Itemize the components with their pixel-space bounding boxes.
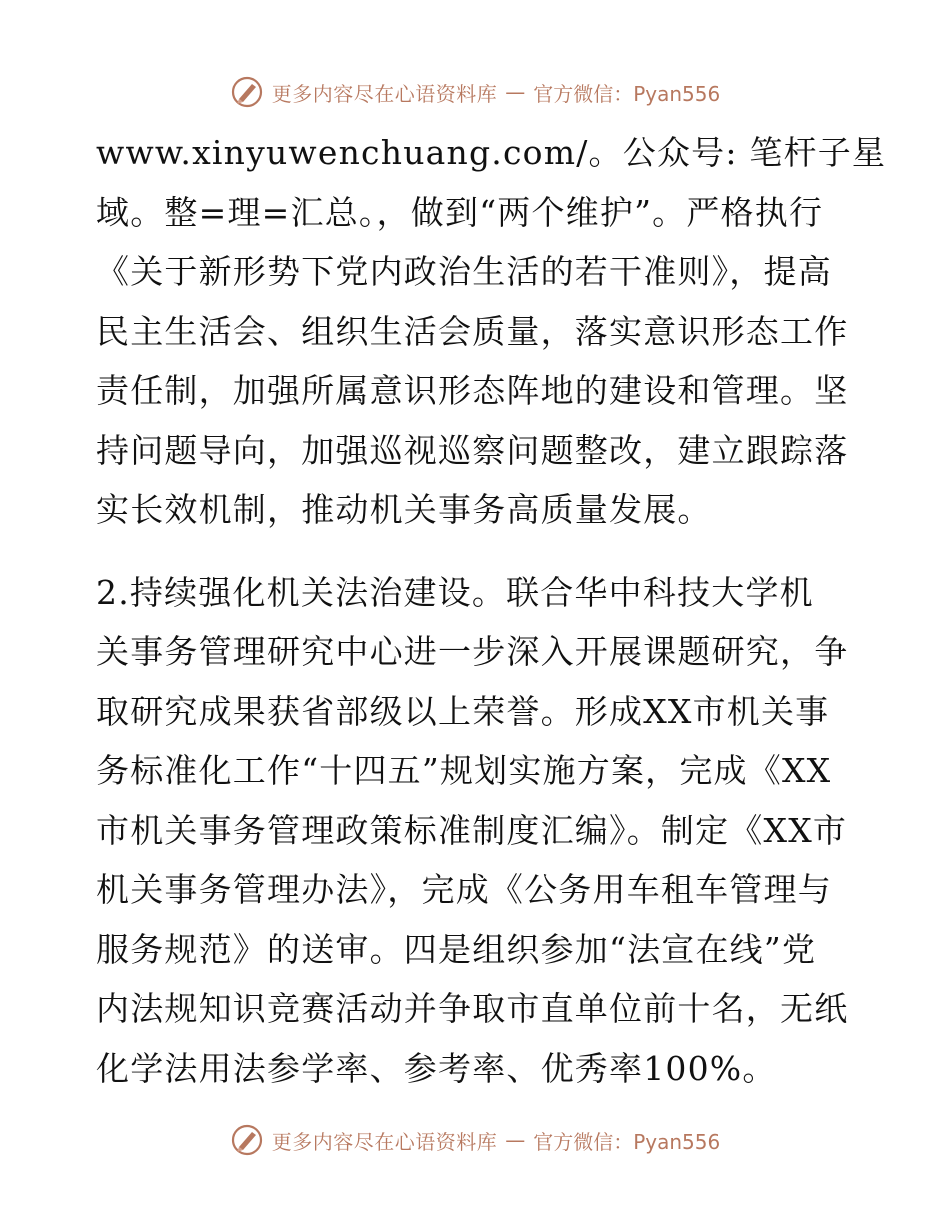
watermark-separator: —: [505, 80, 526, 104]
paragraph-1: [96, 123, 887, 540]
text-line: 责任制，加强所属意识形态阵地的建设和管理。坚: [96, 371, 849, 410]
header-watermark: [0, 70, 950, 114]
text-line: 2.持续强化机关法治建设。联合华中科技大学机: [96, 572, 814, 612]
document-body: [96, 123, 887, 1098]
text-line: 域。整=理=汇总。，做到“两个维护”。严格执行: [96, 192, 824, 232]
watermark-separator: —: [505, 1128, 526, 1152]
watermark-contact-text: 官方微信：Pyan556: [533, 1129, 721, 1154]
watermark-brand-text: 更多内容尽在心语资料库: [271, 81, 498, 106]
text-line: 市机关事务管理政策标准制度汇编》。制定《XX市: [96, 810, 848, 850]
text-line: www.xinyuwenchuang.com/。公众号: 笔杆子星: [96, 133, 887, 172]
text-line: 务标准化工作“十四五”规划实施方案，完成《XX: [96, 751, 832, 790]
text-line: 内法规知识竞赛活动并争取市直单位前十名，无纸: [96, 989, 849, 1028]
text-line: 取研究成果获省部级以上荣誉。形成XX市机关事: [96, 691, 830, 731]
text-line: 服务规范》的送审。四是组织参加“法宣在线”党: [96, 929, 817, 969]
pen-logo-icon: [230, 1123, 264, 1157]
watermark-brand-text: 更多内容尽在心语资料库: [271, 1129, 498, 1154]
pen-logo-icon: [230, 75, 264, 109]
text-line: 持问题导向，加强巡视巡察问题整改，建立跟踪落: [96, 430, 849, 470]
text-line: 实长效机制，推动机关事务高质量发展。: [96, 490, 712, 529]
text-line: 《关于新形势下党内政治生活的若干准则》，提高: [96, 252, 832, 291]
text-line: 关事务管理研究中心进一步深入开展课题研究，争: [96, 632, 849, 671]
text-line: 化学法用法参学率、参考率、优秀率100%。: [96, 1048, 777, 1088]
watermark-contact-text: 官方微信：Pyan556: [533, 81, 721, 106]
footer-watermark: [0, 1118, 950, 1162]
paragraph-2: [96, 563, 856, 1099]
text-line: 机关事务管理办法》，完成《公务用车租车管理与: [96, 870, 832, 909]
text-line: 民主生活会、组织生活会质量，落实意识形态工作: [96, 311, 849, 351]
